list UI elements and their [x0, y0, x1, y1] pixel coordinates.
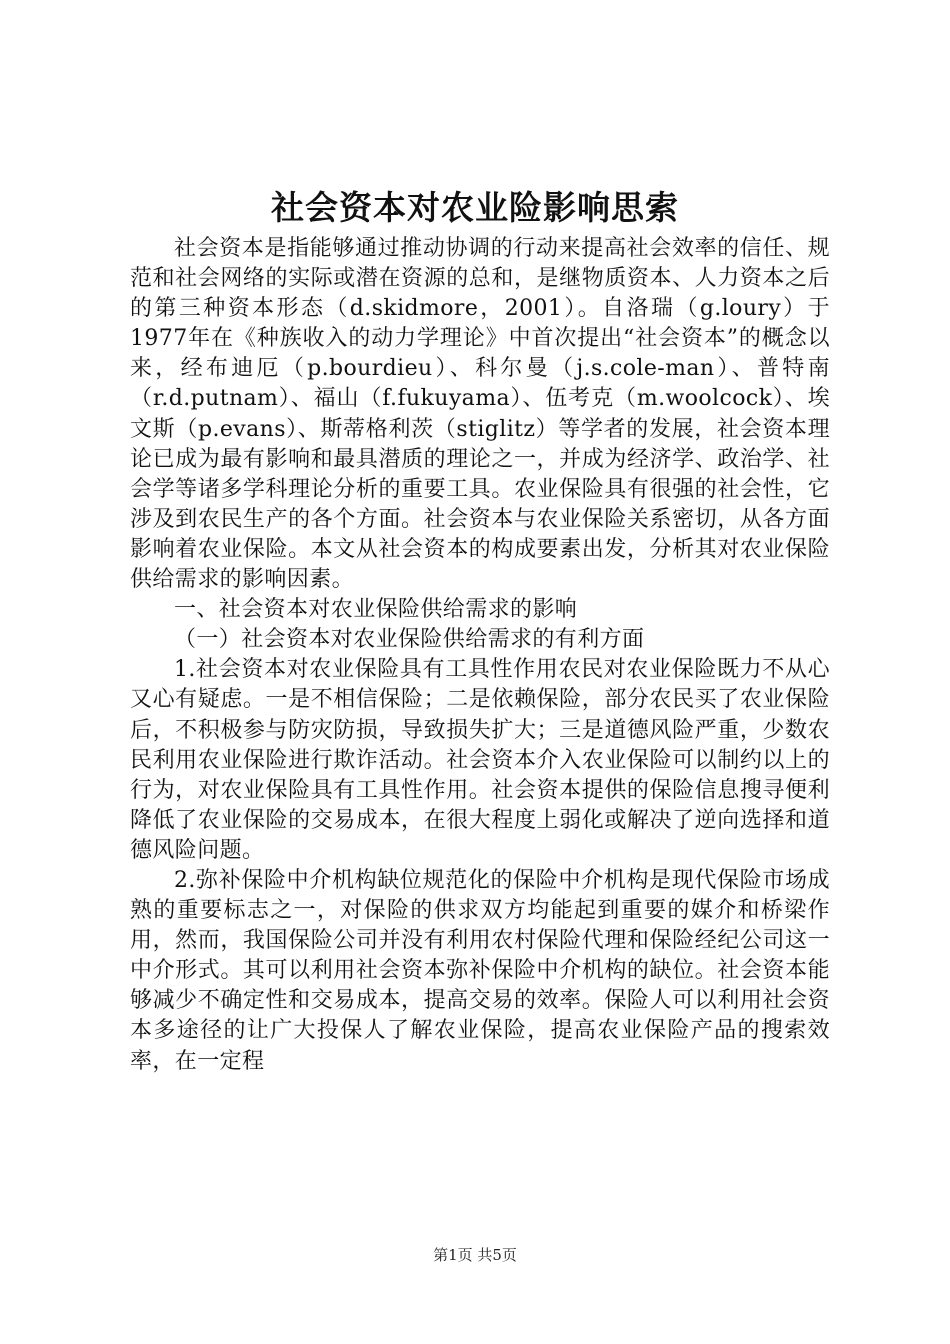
subsection-heading-1: （一）社会资本对农业保险供给需求的有利方面	[174, 627, 645, 653]
document-body	[130, 234, 830, 1077]
section-heading-1: 一、社会资本对农业保险供给需求的影响	[174, 597, 578, 623]
page-footer: 第1页 共5页	[433, 1246, 517, 1264]
paragraph-point-1: 1.社会资本对农业保险具有工具性作用农民对农业保险既力不从心又心有疑虑。一是不相信保险；二是依赖保险，部分农民买了农业保险后，不积极参与防灾防损，导致损失扩大；三是道德风险严重，少数农民利用农业保险进行欺诈活动。社会资本介入农业保险可以制约以上的行为，对农业保险具有工具性作用。社会资本提供的保险信息搜寻便利降低了农业保险的交易成本，在很大程度上弱化或解决了逆向选择和道德风险问题。	[130, 657, 830, 863]
paragraph-point-2: 2.弥补保险中介机构缺位规范化的保险中介机构是现代保险市场成熟的重要标志之一，对保险的供求双方均能起到重要的媒介和桥梁作用，然而，我国保险公司并没有利用农村保险代理和保险经纪公司这一中介形式。其可以利用社会资本弥补保险中介机构的缺位。社会资本能够减少不确定性和交易成本，提高交易的效率。保险人可以利用社会资本多途径的让广大投保人了解农业保险，提高农业保险产品的搜索效率，在一定程	[130, 867, 830, 1074]
paragraph-intro: 社会资本是指能够通过推动协调的行动来提高社会效率的信任、规范和社会网络的实际或潜在资源的总和，是继物质资本、人力资本之后的第三种资本形态（d.skidmore，2001）。自洛瑞（g.loury）于1977年在《种族收入的动力学理论》中首次提出“社会资本”的概念以来，经布迪厄（p.bourdieu）、科尔曼（j.s.cole-man）、普特南（r.d.putnam）、福山（f.fukuyama）、伍考克（m.woolcock）、埃文斯（p.evans）、斯蒂格利茨（stiglitz）等学者的发展，社会资本理论已成为最有影响和最具潜质的理论之一，并成为经济学、政治学、社会学等诸多学科理论分析的重要工具。农业保险具有很强的社会性，它涉及到农民生产的各个方面。社会资本与农业保险关系密切，从各方面影响着农业保险。本文从社会资本的构成要素出发，分析其对农业保险供给需求的影响因素。	[130, 236, 830, 593]
document-title: 社会资本对农业险影响思索	[271, 188, 679, 227]
